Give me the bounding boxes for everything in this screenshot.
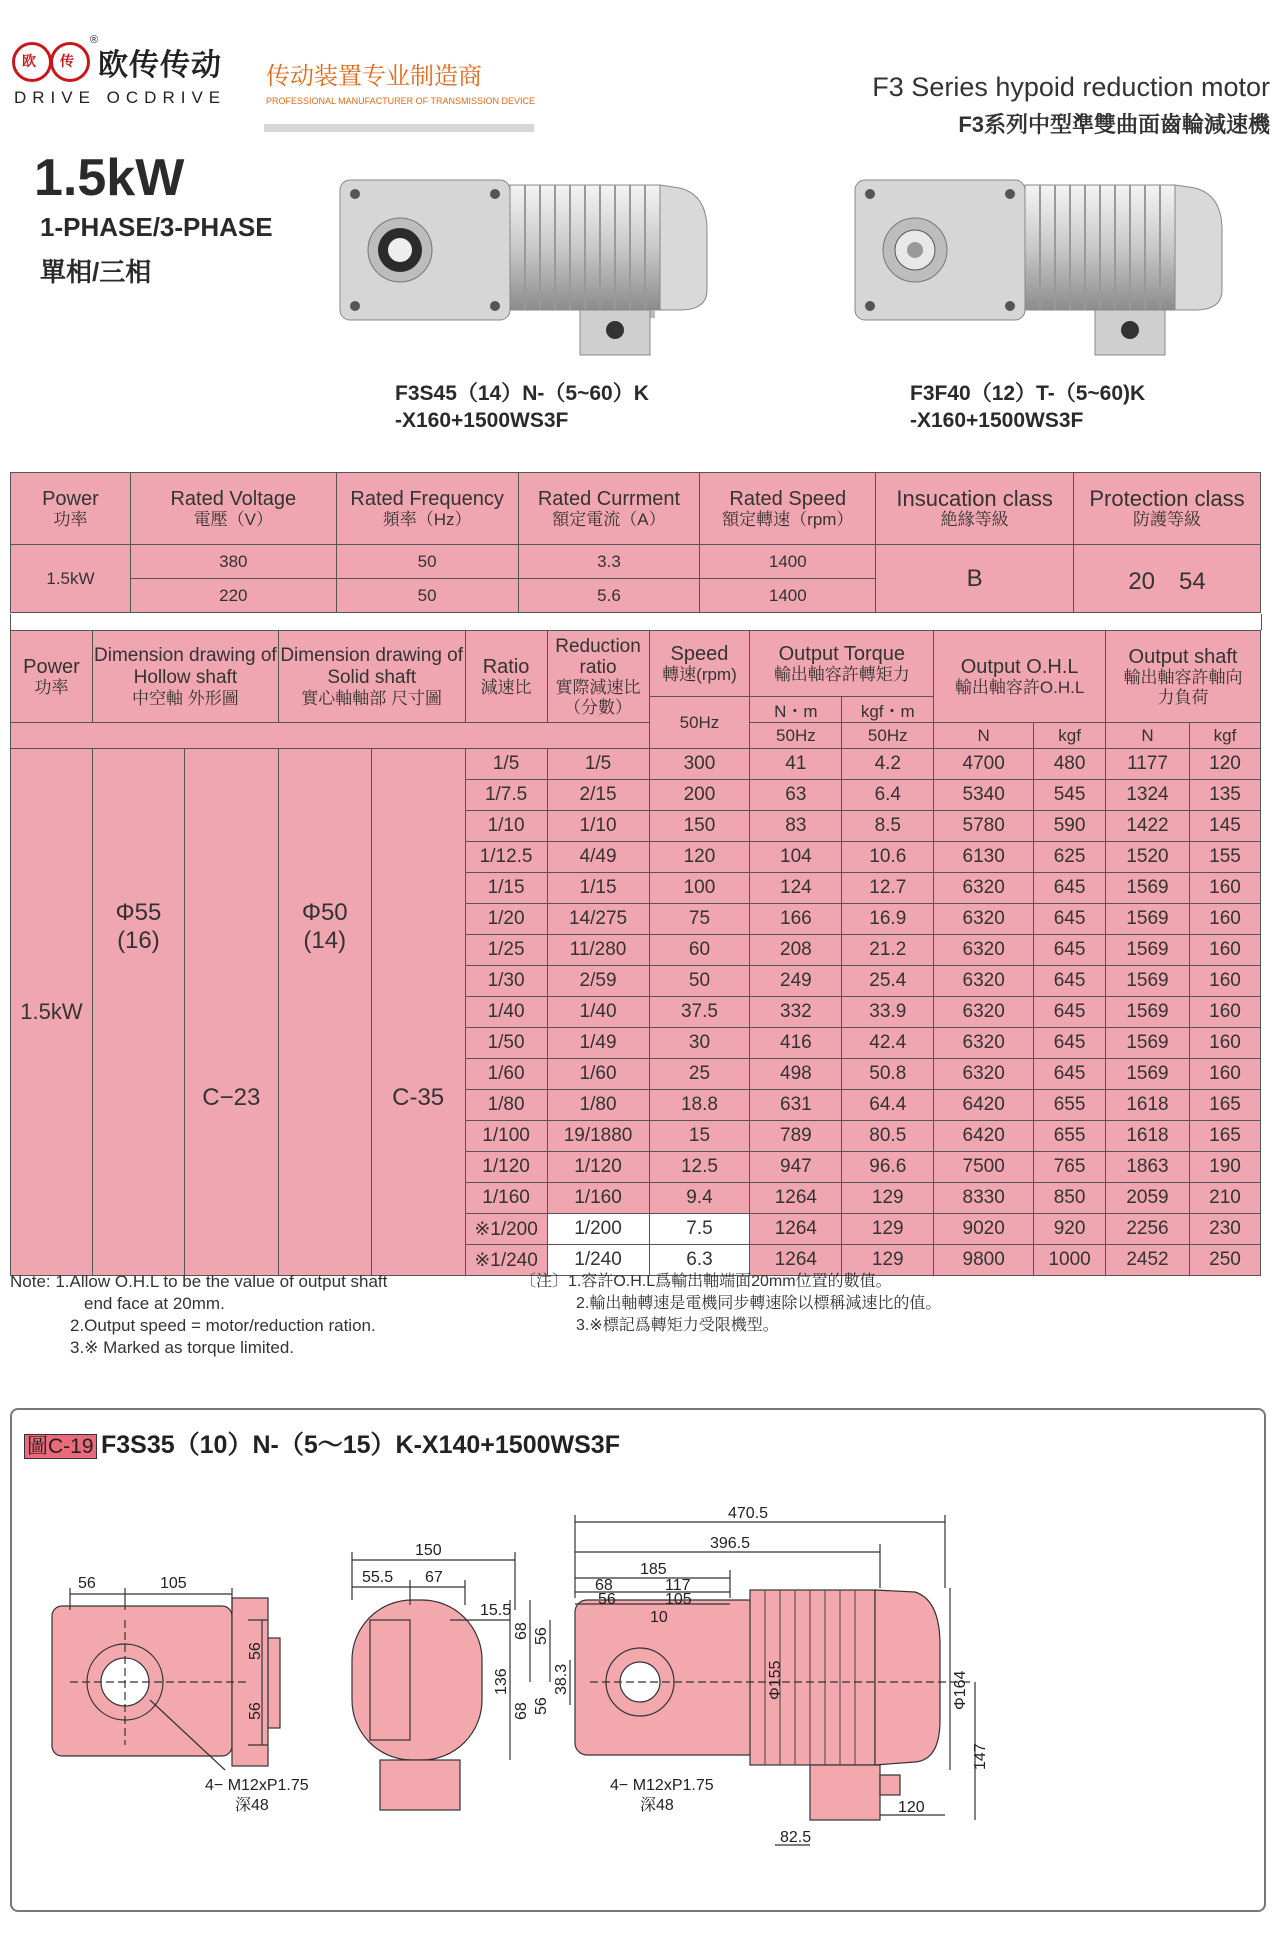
axial-kgf-cell: 155 bbox=[1189, 842, 1260, 873]
current-cell: 5.6 bbox=[518, 579, 700, 613]
axial-n-cell: 1569 bbox=[1106, 1028, 1190, 1059]
note-line: 2.輸出軸轉速是電機同步轉速除以標稱減速比的值。 bbox=[576, 1295, 942, 1312]
speed-cell: 120 bbox=[649, 842, 750, 873]
dim-10: 10 bbox=[650, 1609, 668, 1626]
thread-spec: 4− M12xP1.75 bbox=[610, 1777, 714, 1794]
unit-kgfm: kgf・m bbox=[842, 697, 934, 723]
ohl-n-cell: 6320 bbox=[934, 1028, 1034, 1059]
note-line: 3.※標記爲轉矩力受限機型。 bbox=[576, 1317, 779, 1334]
ohl-kgf-cell: 645 bbox=[1034, 904, 1106, 935]
hollow-shaft-dims bbox=[92, 749, 184, 1276]
dim-55-5: 55.5 bbox=[362, 1569, 394, 1586]
ohl-kgf-cell: 645 bbox=[1034, 997, 1106, 1028]
ratio-cell: ※1/240 bbox=[465, 1245, 547, 1276]
torque-nm-cell: 104 bbox=[750, 842, 842, 873]
ohl-n-cell: 7500 bbox=[934, 1152, 1034, 1183]
axial-n-cell: 1618 bbox=[1106, 1090, 1190, 1121]
axial-n-cell: 1569 bbox=[1106, 1059, 1190, 1090]
torque-nm-cell: 1264 bbox=[750, 1183, 842, 1214]
ratio-cell: 1/5 bbox=[465, 749, 547, 780]
hollow-drawing-ref: C−23 bbox=[184, 749, 278, 1276]
header-power: Power 功率 bbox=[11, 631, 93, 723]
speed-cell: 60 bbox=[649, 935, 750, 966]
model-solid-line1: F3F40（12）T-（5~60)K bbox=[910, 382, 1146, 405]
series-title-cn: F3系列中型準雙曲面齒輪減速機 bbox=[958, 112, 1270, 137]
protection-value: 20 54 bbox=[1074, 545, 1261, 613]
axial-kgf-cell: 160 bbox=[1189, 904, 1260, 935]
voltage-cell: 220 bbox=[130, 579, 336, 613]
speed-cell: 15 bbox=[649, 1121, 750, 1152]
torque-kgfm-cell: 33.9 bbox=[842, 997, 934, 1028]
table-row bbox=[11, 749, 1261, 780]
ohl-n-cell: 6130 bbox=[934, 842, 1034, 873]
reduction-ratio-cell: 1/10 bbox=[547, 811, 649, 842]
dim-136: 136 bbox=[493, 1668, 510, 1695]
performance-unit-row bbox=[11, 723, 1261, 749]
axial-kgf-cell: 230 bbox=[1189, 1214, 1260, 1245]
ohl-kgf-cell: 645 bbox=[1034, 873, 1106, 904]
speed-cell: 30 bbox=[649, 1028, 750, 1059]
solid-key: (14) bbox=[303, 927, 347, 954]
ratio-cell: 1/60 bbox=[465, 1059, 547, 1090]
ohl-kgf-cell: 1000 bbox=[1034, 1245, 1106, 1276]
phase-en: 1-PHASE/3-PHASE bbox=[40, 212, 273, 242]
header-divider bbox=[264, 124, 534, 132]
header-solid-drawing: Dimension drawing of Solid shaft 實心軸軸部 尺寸圖 bbox=[278, 631, 465, 723]
dim-68: 68 bbox=[513, 1702, 530, 1720]
performance-body bbox=[11, 749, 1261, 1276]
ohl-n-cell: 6320 bbox=[934, 966, 1034, 997]
reduction-ratio-cell: 1/80 bbox=[547, 1090, 649, 1121]
main-view-end-cover bbox=[875, 1590, 940, 1765]
note-line: 2.Output speed = motor/reduction ration. bbox=[70, 1316, 376, 1335]
axial-kgf-cell: 160 bbox=[1189, 997, 1260, 1028]
dim-185: 185 bbox=[640, 1561, 667, 1578]
torque-kgfm-cell: 129 bbox=[842, 1214, 934, 1245]
unit-nm: N・m bbox=[750, 697, 842, 723]
reduction-ratio-cell: 1/15 bbox=[547, 873, 649, 904]
voltage-cell: 380 bbox=[130, 545, 336, 579]
series-title-en: F3 Series hypoid reduction motor bbox=[872, 72, 1270, 102]
note-line: 3.※ Marked as torque limited. bbox=[70, 1338, 295, 1357]
axial-n-cell: 1569 bbox=[1106, 997, 1190, 1028]
torque-kgfm-cell: 8.5 bbox=[842, 811, 934, 842]
reduction-ratio-cell: 2/15 bbox=[547, 780, 649, 811]
thread-spec: 4− M12xP1.75 bbox=[205, 1777, 309, 1794]
hollow-diameter: Φ55 bbox=[115, 899, 162, 926]
speed-cell: 300 bbox=[649, 749, 750, 780]
unit-50hz: 50Hz bbox=[750, 723, 842, 749]
logo-char-right: 传 bbox=[60, 53, 74, 69]
header-power: Power 功率 bbox=[11, 473, 131, 545]
note-line: 〔注〕1.容許O.H.L爲輸出軸端面20mm位置的數值。 bbox=[520, 1273, 892, 1290]
current-cell: 3.3 bbox=[518, 545, 700, 579]
axial-kgf-cell: 160 bbox=[1189, 1028, 1260, 1059]
unit-row-spacer bbox=[11, 723, 650, 749]
ohl-kgf-cell: 645 bbox=[1034, 935, 1106, 966]
ohl-kgf-cell: 920 bbox=[1034, 1214, 1106, 1245]
notes-en bbox=[10, 1271, 387, 1359]
ohl-n-cell: 9020 bbox=[934, 1214, 1034, 1245]
motor-solid-shaft-image bbox=[850, 160, 1230, 360]
dim-56-vertical: 56 bbox=[247, 1702, 264, 1720]
ratio-cell: 1/160 bbox=[465, 1183, 547, 1214]
ohl-n-cell: 9800 bbox=[934, 1245, 1034, 1276]
reduction-ratio-cell: 1/49 bbox=[547, 1028, 649, 1059]
torque-nm-cell: 63 bbox=[750, 780, 842, 811]
ratio-cell: 1/50 bbox=[465, 1028, 547, 1059]
ohl-kgf-cell: 655 bbox=[1034, 1121, 1106, 1152]
torque-nm-cell: 41 bbox=[750, 749, 842, 780]
torque-kgfm-cell: 10.6 bbox=[842, 842, 934, 873]
axial-n-cell: 1324 bbox=[1106, 780, 1190, 811]
dim-120: 120 bbox=[898, 1799, 925, 1816]
insulation-value: B bbox=[876, 545, 1074, 613]
axial-kgf-cell: 165 bbox=[1189, 1121, 1260, 1152]
reduction-ratio-cell: 1/5 bbox=[547, 749, 649, 780]
ohl-kgf-cell: 590 bbox=[1034, 811, 1106, 842]
electrical-row bbox=[11, 545, 1261, 579]
axial-n-cell: 2256 bbox=[1106, 1214, 1190, 1245]
torque-kgfm-cell: 16.9 bbox=[842, 904, 934, 935]
unit-n: N bbox=[1106, 723, 1190, 749]
reduction-ratio-cell: 11/280 bbox=[547, 935, 649, 966]
axial-kgf-cell: 160 bbox=[1189, 1059, 1260, 1090]
reduction-ratio-cell: 1/120 bbox=[547, 1152, 649, 1183]
note-line: Note: 1.Allow O.H.L to be the value of output shaft bbox=[10, 1272, 388, 1291]
solid-diameter: Φ50 bbox=[301, 899, 348, 926]
electrical-header-row bbox=[11, 473, 1261, 545]
power-rating: 1.5kW bbox=[34, 149, 185, 207]
axial-n-cell: 1177 bbox=[1106, 749, 1190, 780]
axial-kgf-cell: 135 bbox=[1189, 780, 1260, 811]
ratio-cell: 1/120 bbox=[465, 1152, 547, 1183]
axial-n-cell: 2452 bbox=[1106, 1245, 1190, 1276]
reduction-ratio-cell: 14/275 bbox=[547, 904, 649, 935]
axial-n-cell: 1422 bbox=[1106, 811, 1190, 842]
ohl-kgf-cell: 645 bbox=[1034, 1028, 1106, 1059]
torque-kgfm-cell: 96.6 bbox=[842, 1152, 934, 1183]
axial-kgf-cell: 145 bbox=[1189, 811, 1260, 842]
performance-header-row bbox=[11, 631, 1261, 697]
axial-kgf-cell: 190 bbox=[1189, 1152, 1260, 1183]
torque-kgfm-cell: 25.4 bbox=[842, 966, 934, 997]
dim-56: 56 bbox=[78, 1575, 96, 1592]
torque-nm-cell: 631 bbox=[750, 1090, 842, 1121]
ohl-n-cell: 6420 bbox=[934, 1090, 1034, 1121]
torque-nm-cell: 498 bbox=[750, 1059, 842, 1090]
ohl-kgf-cell: 655 bbox=[1034, 1090, 1106, 1121]
frequency-cell: 50 bbox=[336, 579, 518, 613]
ratio-cell: 1/40 bbox=[465, 997, 547, 1028]
dim-56: 56 bbox=[533, 1697, 550, 1715]
torque-kgfm-cell: 80.5 bbox=[842, 1121, 934, 1152]
speed-cell: 6.3 bbox=[649, 1245, 750, 1276]
dim-68: 68 bbox=[595, 1577, 613, 1594]
electrical-spec-table bbox=[10, 472, 1261, 613]
speed-cell: 1400 bbox=[700, 545, 876, 579]
header-speed: Speed 轉速(rpm) bbox=[649, 631, 750, 697]
torque-kgfm-cell: 12.7 bbox=[842, 873, 934, 904]
dim-phi164: Φ164 bbox=[952, 1670, 969, 1710]
header-protection-class: Protection class 防護等級 bbox=[1074, 473, 1261, 545]
ohl-n-cell: 6420 bbox=[934, 1121, 1034, 1152]
axial-n-cell: 1863 bbox=[1106, 1152, 1190, 1183]
ohl-n-cell: 6320 bbox=[934, 904, 1034, 935]
axial-n-cell: 1520 bbox=[1106, 842, 1190, 873]
reduction-ratio-cell: 1/160 bbox=[547, 1183, 649, 1214]
solid-shaft-dims bbox=[278, 749, 371, 1276]
ohl-n-cell: 4700 bbox=[934, 749, 1034, 780]
torque-nm-cell: 947 bbox=[750, 1152, 842, 1183]
logo-char-left: 欧 bbox=[22, 53, 36, 69]
solid-drawing-ref: C-35 bbox=[371, 749, 465, 1276]
model-solid-line2: -X160+1500WS3F bbox=[910, 409, 1084, 432]
torque-kgfm-cell: 64.4 bbox=[842, 1090, 934, 1121]
speed-cell: 25 bbox=[649, 1059, 750, 1090]
torque-nm-cell: 124 bbox=[750, 873, 842, 904]
axial-kgf-cell: 160 bbox=[1189, 873, 1260, 904]
dim-38-3: 38.3 bbox=[553, 1663, 570, 1695]
notes-cn bbox=[520, 1271, 941, 1337]
torque-nm-cell: 1264 bbox=[750, 1214, 842, 1245]
electrical-power: 1.5kW bbox=[11, 545, 131, 613]
speed-cell: 1400 bbox=[700, 579, 876, 613]
axial-n-cell: 1569 bbox=[1106, 873, 1190, 904]
torque-kgfm-cell: 50.8 bbox=[842, 1059, 934, 1090]
speed-cell: 150 bbox=[649, 811, 750, 842]
torque-kgfm-cell: 21.2 bbox=[842, 935, 934, 966]
speed-cell: 200 bbox=[649, 780, 750, 811]
dim-105: 105 bbox=[160, 1575, 187, 1592]
reduction-ratio-cell: 1/200 bbox=[547, 1214, 649, 1245]
motor-hollow-shaft-image bbox=[335, 160, 715, 360]
unit-kgf: kgf bbox=[1189, 723, 1260, 749]
reduction-ratio-cell: 1/60 bbox=[547, 1059, 649, 1090]
hollow-key: (16) bbox=[117, 927, 160, 954]
axial-n-cell: 1569 bbox=[1106, 935, 1190, 966]
performance-table bbox=[10, 630, 1261, 1276]
dim-56: 56 bbox=[598, 1591, 616, 1608]
dim-56: 56 bbox=[533, 1627, 550, 1645]
header-output-ohl: Output O.H.L 輸出軸容許O.H.L bbox=[934, 631, 1106, 723]
ratio-cell: 1/10 bbox=[465, 811, 547, 842]
dim-470-5: 470.5 bbox=[728, 1505, 769, 1522]
header-output-shaft: Output shaft 輸出軸容許軸向 力負荷 bbox=[1106, 631, 1261, 723]
unit-50hz: 50Hz bbox=[649, 697, 750, 749]
ratio-cell: 1/20 bbox=[465, 904, 547, 935]
frequency-cell: 50 bbox=[336, 545, 518, 579]
unit-kgf: kgf bbox=[1034, 723, 1106, 749]
header-reduction-ratio: Reduction ratio 實際減速比 （分數） bbox=[547, 631, 649, 723]
axial-kgf-cell: 165 bbox=[1189, 1090, 1260, 1121]
axial-n-cell: 1569 bbox=[1106, 904, 1190, 935]
slogan-cn: 传动装置专业制造商 bbox=[266, 63, 482, 90]
speed-cell: 37.5 bbox=[649, 997, 750, 1028]
axial-kgf-cell: 210 bbox=[1189, 1183, 1260, 1214]
torque-nm-cell: 332 bbox=[750, 997, 842, 1028]
torque-kgfm-cell: 42.4 bbox=[842, 1028, 934, 1059]
dim-56-vertical: 56 bbox=[247, 1642, 264, 1660]
ohl-n-cell: 6320 bbox=[934, 935, 1034, 966]
torque-nm-cell: 416 bbox=[750, 1028, 842, 1059]
drawing-title: F3S35（10）N-（5～15）K-X140+1500WS3F bbox=[100, 1431, 620, 1459]
torque-nm-cell: 83 bbox=[750, 811, 842, 842]
speed-cell: 50 bbox=[649, 966, 750, 997]
torque-kgfm-cell: 129 bbox=[842, 1245, 934, 1276]
ohl-kgf-cell: 645 bbox=[1034, 1059, 1106, 1090]
registered-mark: ® bbox=[90, 34, 99, 46]
dim-117: 117 bbox=[665, 1577, 691, 1594]
ohl-n-cell: 5780 bbox=[934, 811, 1034, 842]
header-output-torque: Output Torque 輸出軸容許轉矩力 bbox=[750, 631, 934, 697]
dim-150: 150 bbox=[415, 1542, 442, 1559]
torque-kgfm-cell: 129 bbox=[842, 1183, 934, 1214]
axial-kgf-cell: 120 bbox=[1189, 749, 1260, 780]
torque-kgfm-cell: 6.4 bbox=[842, 780, 934, 811]
dim-68: 68 bbox=[513, 1622, 530, 1640]
ohl-kgf-cell: 850 bbox=[1034, 1183, 1106, 1214]
reduction-ratio-cell: 1/40 bbox=[547, 997, 649, 1028]
ohl-kgf-cell: 765 bbox=[1034, 1152, 1106, 1183]
axial-kgf-cell: 160 bbox=[1189, 935, 1260, 966]
ratio-cell: 1/30 bbox=[465, 966, 547, 997]
unit-50hz: 50Hz bbox=[842, 723, 934, 749]
ohl-kgf-cell: 645 bbox=[1034, 966, 1106, 997]
torque-nm-cell: 249 bbox=[750, 966, 842, 997]
header-ratio: Ratio 減速比 bbox=[465, 631, 547, 723]
speed-cell: 9.4 bbox=[649, 1183, 750, 1214]
drawing-title-row bbox=[24, 1425, 620, 1461]
power-cell: 1.5kW bbox=[11, 749, 93, 1276]
speed-cell: 7.5 bbox=[649, 1214, 750, 1245]
dim-82-5: 82.5 bbox=[780, 1829, 812, 1846]
header-hollow-drawing: Dimension drawing of Hollow shaft 中空軸 外形圖 bbox=[92, 631, 278, 723]
ratio-cell: 1/25 bbox=[465, 935, 547, 966]
ratio-cell: 1/15 bbox=[465, 873, 547, 904]
phase-cn: 單相/三相 bbox=[40, 257, 152, 287]
ratio-cell: 1/12.5 bbox=[465, 842, 547, 873]
speed-cell: 100 bbox=[649, 873, 750, 904]
thread-depth: 深48 bbox=[640, 1797, 674, 1814]
ohl-kgf-cell: 545 bbox=[1034, 780, 1106, 811]
dim-phi155: Φ155 bbox=[767, 1660, 784, 1700]
reduction-ratio-cell: 19/1880 bbox=[547, 1121, 649, 1152]
dim-147: 147 bbox=[972, 1743, 989, 1770]
speed-cell: 18.8 bbox=[649, 1090, 750, 1121]
torque-nm-cell: 208 bbox=[750, 935, 842, 966]
torque-nm-cell: 1264 bbox=[750, 1245, 842, 1276]
unit-n: N bbox=[934, 723, 1034, 749]
dim-105: 105 bbox=[665, 1591, 692, 1608]
ohl-n-cell: 8330 bbox=[934, 1183, 1034, 1214]
brand-logo bbox=[10, 34, 99, 88]
header-rated-speed: Rated Speed 額定轉速（rpm） bbox=[700, 473, 876, 545]
torque-nm-cell: 166 bbox=[750, 904, 842, 935]
reduction-ratio-cell: 1/240 bbox=[547, 1245, 649, 1276]
axial-kgf-cell: 160 bbox=[1189, 966, 1260, 997]
ohl-n-cell: 6320 bbox=[934, 1059, 1034, 1090]
dim-396-5: 396.5 bbox=[710, 1535, 751, 1552]
brand-name-en: DRIVE OCDRIVE bbox=[14, 88, 227, 107]
ratio-cell: 1/7.5 bbox=[465, 780, 547, 811]
figure-tag: 圖C-19 bbox=[24, 1434, 97, 1459]
torque-nm-cell: 789 bbox=[750, 1121, 842, 1152]
ratio-cell: 1/80 bbox=[465, 1090, 547, 1121]
model-hollow-line1: F3S45（14）N-（5~60）K bbox=[395, 382, 649, 405]
table-separator bbox=[10, 614, 1262, 630]
ohl-kgf-cell: 480 bbox=[1034, 749, 1106, 780]
header-rated-current: Rated Currment 額定電流（A） bbox=[518, 473, 700, 545]
axial-kgf-cell: 250 bbox=[1189, 1245, 1260, 1276]
brand-name-cn: 欧传传动 bbox=[98, 49, 222, 82]
axial-n-cell: 1569 bbox=[1106, 966, 1190, 997]
ohl-n-cell: 6320 bbox=[934, 997, 1034, 1028]
axial-n-cell: 2059 bbox=[1106, 1183, 1190, 1214]
axial-n-cell: 1618 bbox=[1106, 1121, 1190, 1152]
speed-cell: 75 bbox=[649, 904, 750, 935]
ratio-cell: ※1/200 bbox=[465, 1214, 547, 1245]
reduction-ratio-cell: 2/59 bbox=[547, 966, 649, 997]
ratio-cell: 1/100 bbox=[465, 1121, 547, 1152]
dimension-drawing bbox=[10, 1470, 1260, 1910]
reduction-ratio-cell: 4/49 bbox=[547, 842, 649, 873]
header-rated-voltage: Rated Voltage 電壓（V） bbox=[130, 473, 336, 545]
speed-cell: 12.5 bbox=[649, 1152, 750, 1183]
thread-depth: 深48 bbox=[235, 1797, 269, 1814]
dim-67: 67 bbox=[425, 1569, 443, 1586]
dim-15-5: 15.5 bbox=[480, 1602, 512, 1619]
header-rated-frequency: Rated Frequency 頻率（Hz） bbox=[336, 473, 518, 545]
ohl-n-cell: 5340 bbox=[934, 780, 1034, 811]
ohl-kgf-cell: 625 bbox=[1034, 842, 1106, 873]
torque-kgfm-cell: 4.2 bbox=[842, 749, 934, 780]
note-line: end face at 20mm. bbox=[84, 1294, 225, 1313]
slogan-en: PROFESSIONAL MANUFACTURER OF TRANSMISSION DEVICE bbox=[266, 96, 536, 106]
model-hollow-line2: -X160+1500WS3F bbox=[395, 409, 569, 432]
header-insulation-class: Insucation class 絶緣等級 bbox=[876, 473, 1074, 545]
ohl-n-cell: 6320 bbox=[934, 873, 1034, 904]
